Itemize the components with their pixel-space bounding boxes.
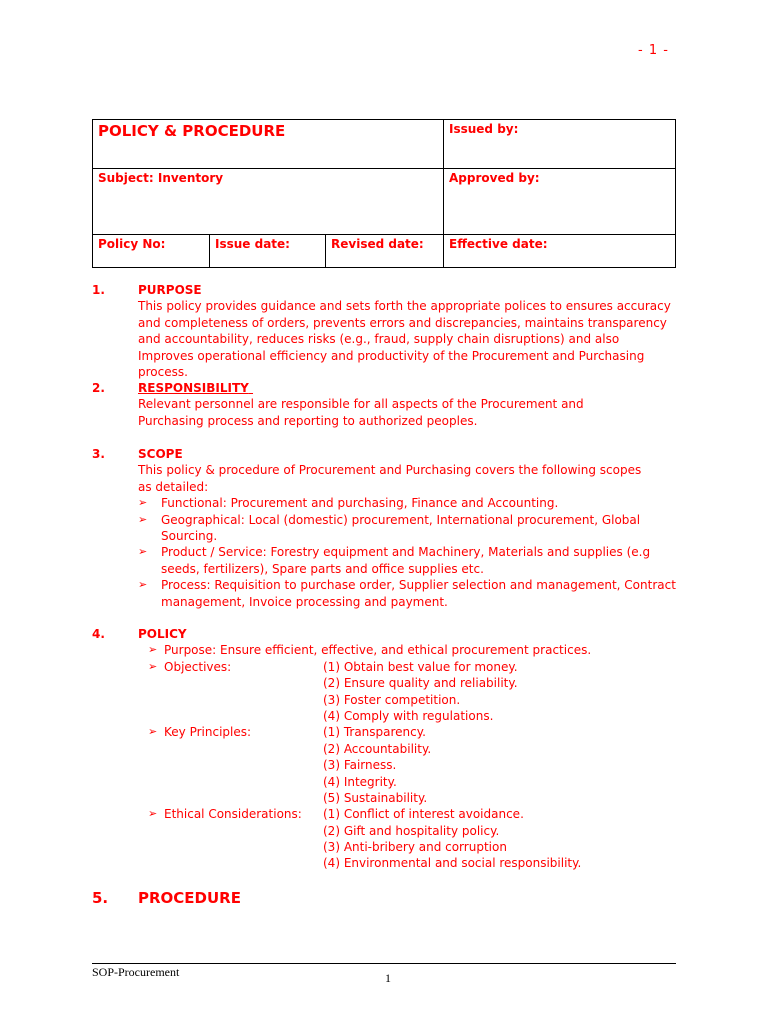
list-item: ➢ Process: Requisition to purchase order, Supplier selection and management, Contract management, Invoice processing and payment. <box>138 578 676 609</box>
section-heading: POLICY <box>138 627 187 641</box>
list-item: (5) Sustainability. <box>323 790 428 805</box>
policy-header-table <box>92 119 676 268</box>
list-item: (2) Gift and hospitality policy. <box>323 823 500 838</box>
section-number: 3. <box>92 447 105 461</box>
list-item: (3) Foster competition. <box>323 692 461 707</box>
arrow-bullet-icon: ➢ <box>138 545 148 559</box>
issue-date-cell <box>210 235 326 268</box>
list-item: ➢ Product / Service: Forestry equipment and Machinery, Materials and supplies (e.g seeds, fertilizers), Spare parts and office supplies etc. <box>138 545 651 576</box>
list-item: (3) Fairness. <box>323 758 397 773</box>
list-item: (4) Comply with regulations. <box>323 708 494 723</box>
footer-page-number: 1 <box>385 971 391 985</box>
arrow-bullet-icon: ➢ <box>138 578 148 592</box>
approved-by-cell <box>444 169 676 235</box>
effective-date-label: Effective date: <box>449 237 548 251</box>
arrow-bullet-icon: ➢ <box>148 725 158 739</box>
policy-ethical-considerations: ➢ Ethical Considerations: (1) Conflict of interest avoidance. <box>148 807 524 822</box>
revised-date-cell <box>326 235 444 268</box>
section-heading: RESPONSIBILITY <box>138 381 249 395</box>
arrow-bullet-icon: ➢ <box>148 643 158 657</box>
list-item: ➢ Geographical: Local (domestic) procurement, International procurement, Global Sourcing. <box>138 512 641 544</box>
list-item: ➢ Functional: Procurement and purchasing, Finance and Accounting. <box>138 496 559 511</box>
issued-by-cell <box>444 120 676 169</box>
section-number: 2. <box>92 381 105 395</box>
issue-date-label: Issue date: <box>215 237 290 251</box>
section-heading: PURPOSE <box>138 283 202 297</box>
section-number: 4. <box>92 627 105 641</box>
list-item: (2) Ensure quality and reliability. <box>323 676 518 691</box>
subject-label: Subject: Inventory <box>98 171 224 185</box>
section-text: This policy provides guidance and sets forth the appropriate polices to ensures accuracy and completeness of orders, prevents errors and discrepancies, maintains transparency and accountability, reduces risks (e.g., fraud, supply chain disruptions) and also Improves operational efficiency and productivity of the Procurement and Purchasing process. <box>138 299 671 380</box>
policy-title: POLICY & PROCEDURE <box>98 122 286 140</box>
policy-objectives: ➢ Objectives: (1) Obtain best value for money. <box>148 659 518 674</box>
policy-purpose: ➢ Purpose: Ensure efficient, effective, and ethical procurement practices. <box>148 643 592 658</box>
arrow-bullet-icon: ➢ <box>138 512 148 526</box>
list-item: (2) Accountability. <box>323 741 432 756</box>
footer-doc-name: SOP-Procurement <box>92 965 180 979</box>
section-heading: SCOPE <box>138 447 183 461</box>
arrow-bullet-icon: ➢ <box>148 807 158 821</box>
revised-date-label: Revised date: <box>331 237 424 251</box>
section-number: 5. <box>92 889 109 907</box>
footer-divider <box>92 963 676 964</box>
section-text: This policy & procedure of Procurement and Purchasing covers the following scopes as detailed: <box>138 463 642 494</box>
section-heading: PROCEDURE <box>138 889 241 907</box>
subject-cell <box>93 169 444 235</box>
effective-date-cell <box>444 235 676 268</box>
section-number: 1. <box>92 283 105 297</box>
arrow-bullet-icon: ➢ <box>138 496 148 510</box>
arrow-bullet-icon: ➢ <box>148 659 158 673</box>
list-item: (3) Anti-bribery and corruption <box>323 840 507 855</box>
page-number: - 1 - <box>638 43 669 58</box>
approved-by-label: Approved by: <box>449 171 540 185</box>
policy-key-principles: ➢ Key Principles: (1) Transparency. <box>148 725 426 740</box>
list-item: (4) Environmental and social responsibility. <box>323 856 582 871</box>
section-text: Relevant personnel are responsible for all aspects of the Procurement and Purchasing process and reporting to authorized peoples. <box>138 397 584 428</box>
policy-no-label: Policy No: <box>98 237 166 251</box>
issued-by-label: Issued by: <box>449 122 519 136</box>
policy-no-cell <box>93 235 210 268</box>
list-item: (4) Integrity. <box>323 774 397 789</box>
policy-title-cell <box>93 120 444 169</box>
